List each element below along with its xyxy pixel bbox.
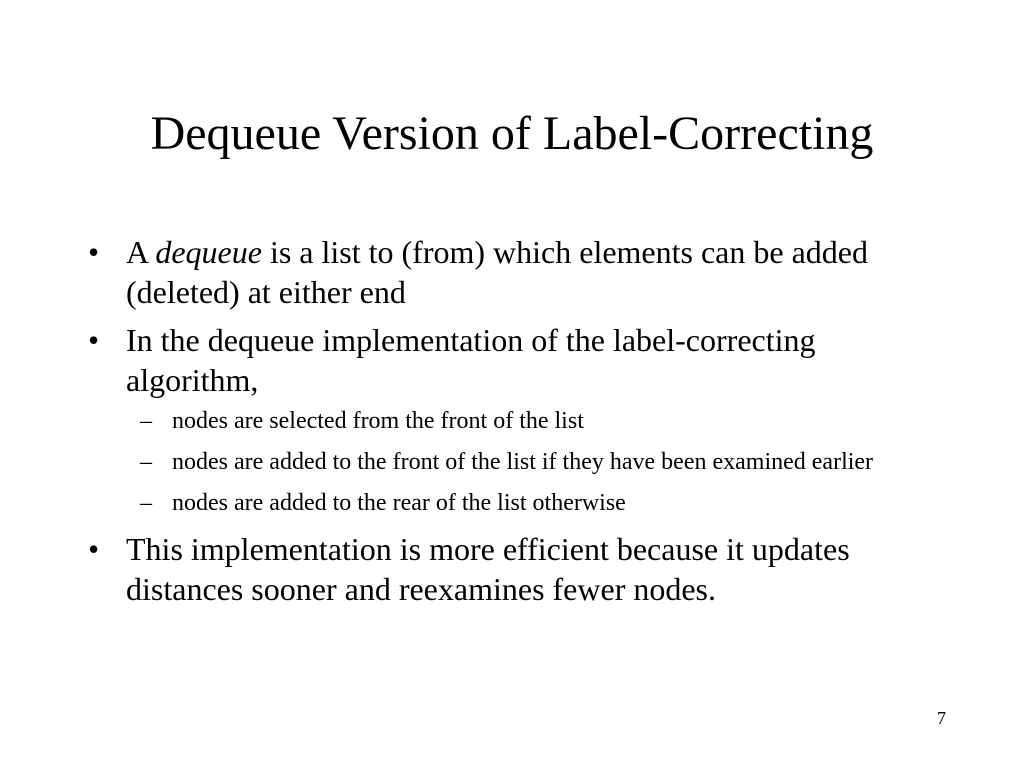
subbullet-item xyxy=(126,406,938,437)
dash-marker: – xyxy=(140,408,152,434)
subbullet-item xyxy=(126,447,938,478)
subbullet-list xyxy=(126,406,938,519)
bullet-item-efficiency xyxy=(88,529,938,609)
dash-marker: – xyxy=(140,490,152,516)
bullet-text: This implementation is more efficient because it updates distances sooner and reexamines fewer nodes. xyxy=(126,531,850,607)
subbullet-text: nodes are added to the rear of the list otherwise xyxy=(172,490,626,516)
bullet-text-suffix: is a list to (from) which elements can be added (deleted) at either end xyxy=(126,234,868,310)
slide-title: Dequeue Version of Label-Correcting xyxy=(150,107,874,160)
dash-marker: – xyxy=(140,449,152,475)
subbullet-item xyxy=(126,488,938,519)
bullet-item-implementation xyxy=(88,320,938,519)
emphasized-term: dequeue xyxy=(155,234,262,270)
bullet-marker: • xyxy=(88,234,100,270)
bullet-list xyxy=(88,232,938,617)
bullet-item-dequeue-definition xyxy=(88,232,938,312)
bullet-text: In the dequeue implementation of the label-correcting algorithm, xyxy=(126,322,816,398)
subbullet-text: nodes are added to the front of the list if they have been examined earlier xyxy=(172,449,874,475)
bullet-text-prefix: A xyxy=(126,234,148,270)
bullet-marker: • xyxy=(88,322,100,358)
bullet-marker: • xyxy=(88,531,100,567)
subbullet-text: nodes are selected from the front of the list xyxy=(172,408,584,434)
page-number: 7 xyxy=(937,708,946,728)
